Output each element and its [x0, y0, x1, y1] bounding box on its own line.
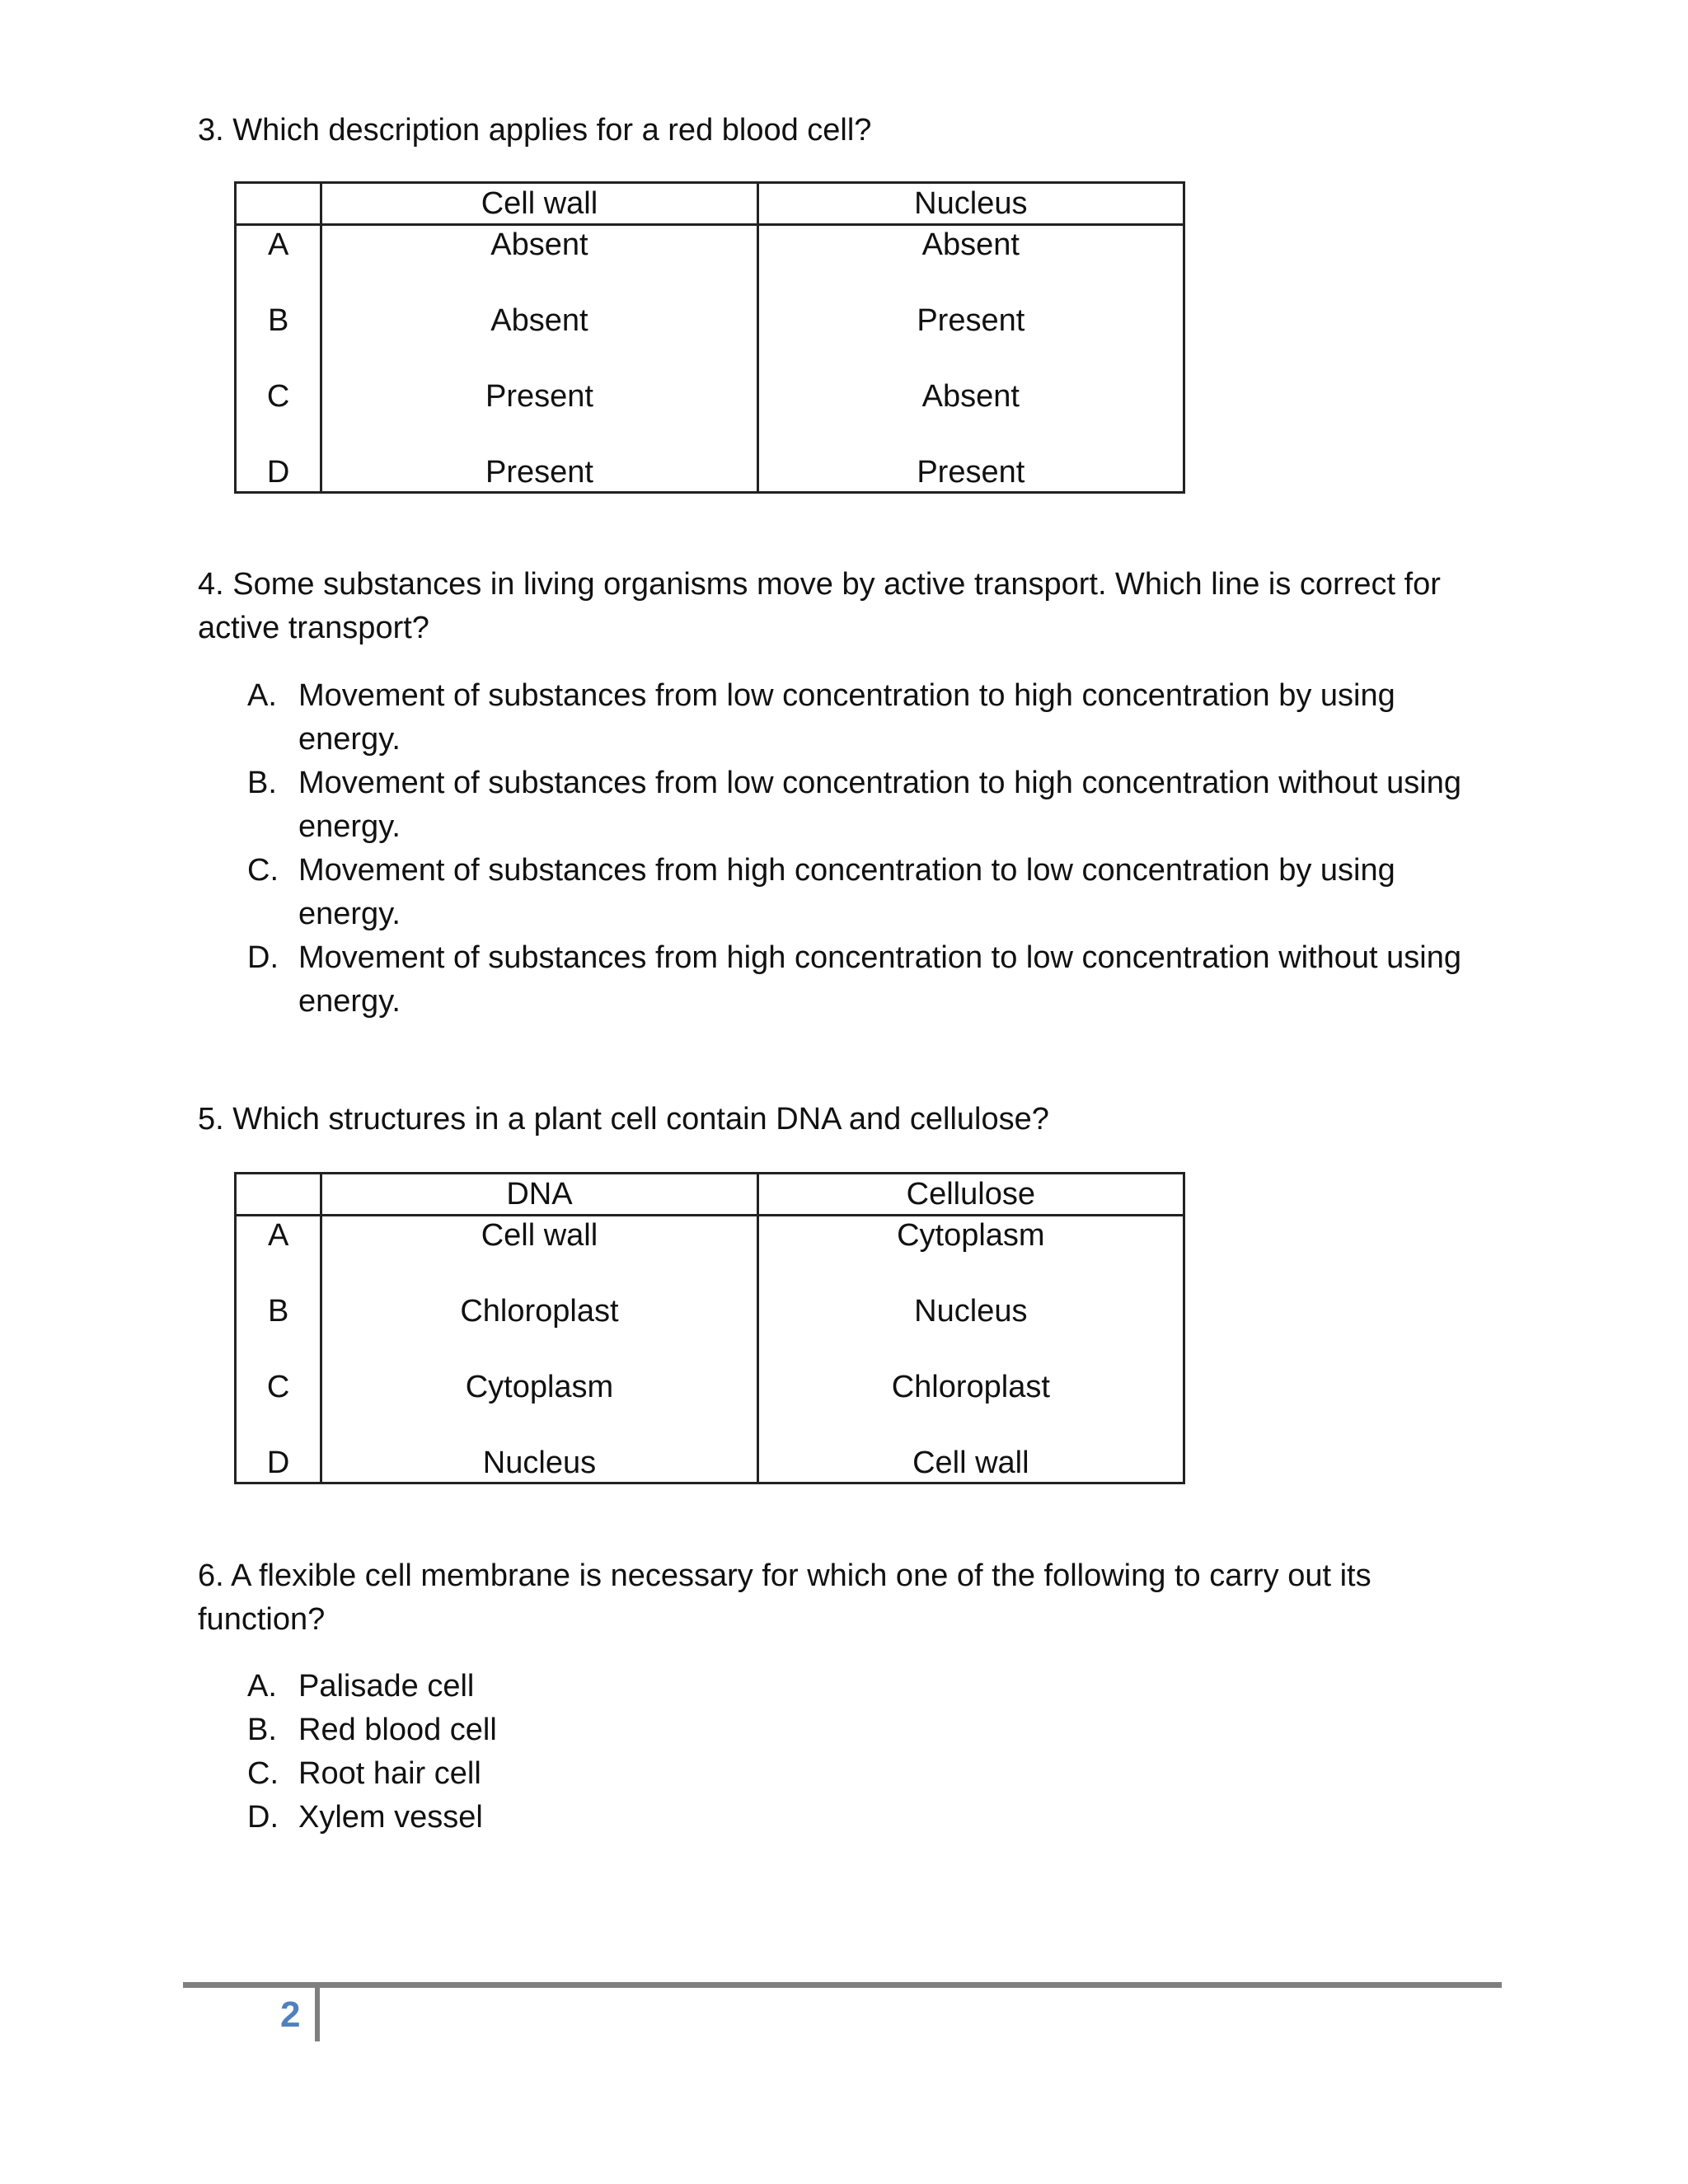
option-item — [247, 936, 1467, 1024]
option-item — [247, 674, 1467, 762]
table-cell: B — [236, 302, 321, 377]
question-4-options — [247, 674, 1467, 1024]
table-row — [236, 225, 1184, 302]
question-4 — [198, 563, 1467, 650]
table-header-cell: Cell wall — [321, 183, 757, 225]
table-row — [236, 453, 1184, 493]
table-cell: Cytoplasm — [757, 1216, 1184, 1293]
option-item — [247, 1752, 1467, 1796]
question-6 — [198, 1554, 1467, 1642]
table-cell: Cell wall — [757, 1444, 1184, 1483]
table-cell: Present — [757, 453, 1184, 493]
option-text: Movement of substances from high concentration to low concentration without using energy. — [298, 940, 1461, 1019]
table-header-cell — [236, 1174, 321, 1216]
question-6-text: 6. A flexible cell membrane is necessary for which one of the following to carry out its function? — [198, 1558, 1372, 1637]
option-text: Palisade cell — [298, 1669, 475, 1704]
table-header-cell: Cellulose — [757, 1174, 1184, 1216]
option-text: Xylem vessel — [298, 1800, 483, 1835]
table-cell: Nucleus — [321, 1444, 757, 1483]
table-cell: Cytoplasm — [321, 1368, 757, 1444]
footer-divider — [315, 1988, 320, 2041]
table-cell: Absent — [757, 225, 1184, 302]
option-text: Red blood cell — [298, 1713, 497, 1747]
question-3-text: 3. Which description applies for a red blood cell? — [198, 113, 872, 148]
option-letter: A. — [247, 1669, 277, 1704]
table-cell: Present — [321, 453, 757, 493]
table-cell: A — [236, 225, 321, 302]
table-header-cell: DNA — [321, 1174, 757, 1216]
option-text: Root hair cell — [298, 1756, 481, 1791]
page-number: 2 — [280, 1994, 301, 2035]
table-cell: Absent — [757, 377, 1184, 453]
option-letter: B. — [247, 766, 277, 800]
option-letter: B. — [247, 1713, 277, 1747]
option-text: Movement of substances from low concentration to high concentration without using energy. — [298, 766, 1461, 844]
table-cell: Nucleus — [757, 1292, 1184, 1368]
table-cell: Absent — [321, 302, 757, 377]
table-cell: Cell wall — [321, 1216, 757, 1293]
question-3-table — [234, 181, 1185, 494]
table-row — [236, 1444, 1184, 1483]
table-cell: Chloroplast — [757, 1368, 1184, 1444]
table-cell: Present — [757, 302, 1184, 377]
option-letter: C. — [247, 853, 279, 888]
question-3 — [198, 109, 1467, 152]
table-header-cell — [236, 183, 321, 225]
option-item — [247, 762, 1467, 849]
table-cell: Chloroplast — [321, 1292, 757, 1368]
table-cell: C — [236, 377, 321, 453]
table-cell: B — [236, 1292, 321, 1368]
question-5 — [198, 1098, 1467, 1141]
option-letter: C. — [247, 1756, 279, 1791]
table-cell: C — [236, 1368, 321, 1444]
table-row — [236, 1368, 1184, 1444]
table-cell: A — [236, 1216, 321, 1293]
footer-rule — [183, 1982, 1502, 1988]
option-item — [247, 1708, 1467, 1752]
option-text: Movement of substances from high concentration to low concentration by using energy. — [298, 853, 1395, 931]
table-header-row — [236, 183, 1184, 225]
option-letter: A. — [247, 678, 277, 713]
question-4-text: 4. Some substances in living organisms move by active transport. Which line is correct for active transport? — [198, 567, 1441, 645]
option-item — [247, 1665, 1467, 1708]
question-5-text: 5. Which structures in a plant cell contain DNA and cellulose? — [198, 1102, 1049, 1137]
option-text: Movement of substances from low concentration to high concentration by using energy. — [298, 678, 1395, 757]
option-letter: D. — [247, 1800, 279, 1835]
table-row — [236, 377, 1184, 453]
table-cell: D — [236, 453, 321, 493]
option-letter: D. — [247, 940, 279, 975]
table-row — [236, 1292, 1184, 1368]
option-item — [247, 849, 1467, 936]
table-row — [236, 302, 1184, 377]
table-cell: Absent — [321, 225, 757, 302]
question-6-options — [247, 1665, 1467, 1840]
table-cell: Present — [321, 377, 757, 453]
option-item — [247, 1796, 1467, 1840]
table-header-cell: Nucleus — [757, 183, 1184, 225]
table-row — [236, 1216, 1184, 1293]
table-cell: D — [236, 1444, 321, 1483]
table-header-row — [236, 1174, 1184, 1216]
question-5-table — [234, 1172, 1185, 1484]
